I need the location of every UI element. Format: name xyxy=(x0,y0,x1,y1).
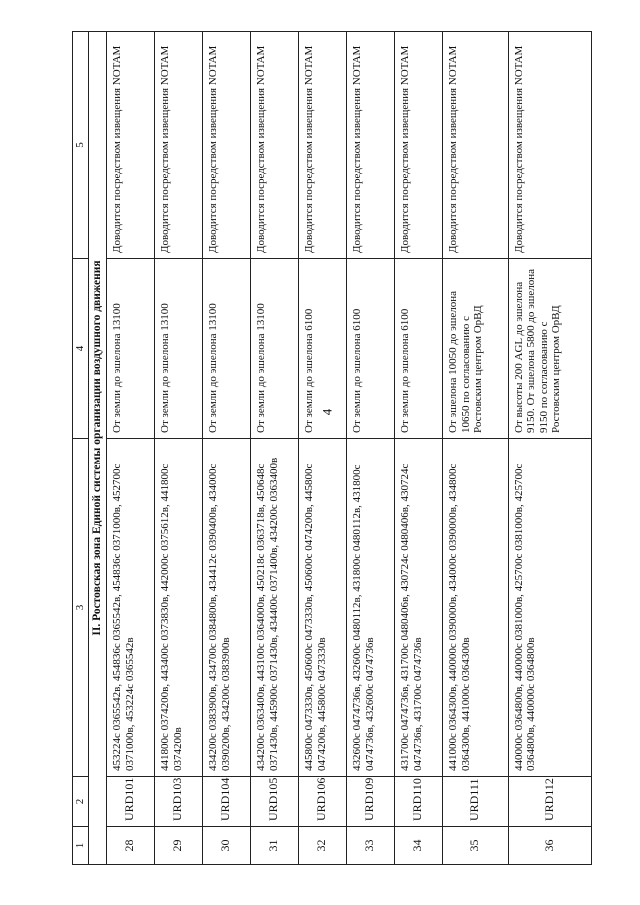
row-number: 30 xyxy=(202,827,250,865)
altitude-limits-cell: От земли до эшелона 6100 xyxy=(346,259,394,439)
table-row xyxy=(298,32,346,865)
zone-code: URD109 xyxy=(346,777,394,827)
row-number: 36 xyxy=(508,827,591,865)
notes-cell: Доводится посредством извещения NOTAM xyxy=(250,32,298,259)
zone-code: URD111 xyxy=(442,777,508,827)
zone-title-row xyxy=(88,32,106,865)
coordinates-cell: 453224с 0365542в, 454836с 0365542в, 4548З6с 0371000в, 452700с 0371000в, 453224с 0365542в xyxy=(106,439,154,777)
altitude-limits-cell: От земли до эшелона 6100 xyxy=(394,259,442,439)
zone-code: URD110 xyxy=(394,777,442,827)
altitude-limits-cell: От земли до эшелона 6100 xyxy=(298,259,346,439)
altitude-limits-cell: От высоты 200 AGL до эшелона 9150. От эшелона 5800 до эшелона 9150 по согласованию с Ростовским центром ОрВД xyxy=(508,259,591,439)
row-number: 31 xyxy=(250,827,298,865)
coordinates-cell: 445800с 0473330в, 450600с 0473330в, 450600с 0474200в, 445800с 0474200в, 445800с 0473330в xyxy=(298,439,346,777)
row-number: 34 xyxy=(394,827,442,865)
row-number: 29 xyxy=(154,827,202,865)
zone-code: URD101 xyxy=(106,777,154,827)
restricted-zones-table xyxy=(72,31,592,865)
coordinates-cell: 431700с 0474736в, 431700с 0480406в, 430724с 0480406в, 430724с 0474736в, 431700с 0474736в xyxy=(394,439,442,777)
altitude-limits-cell: От земли до эшелона 13100 xyxy=(154,259,202,439)
coordinates-cell: 441800с 0374200в, 443400с 0373830в, 442000с 0375612в, 441800с 0374200в xyxy=(154,439,202,777)
notes-cell: Доводится посредством извещения NOTAM xyxy=(442,32,508,259)
col-number-5: 5 xyxy=(73,32,89,259)
notes-cell: Доводится посредством извещения NOTAM xyxy=(106,32,154,259)
altitude-limits-cell: От эшелона 10050 до эшелона 10650 по согласованию с Ростовским центром ОрВД xyxy=(442,259,508,439)
coordinates-cell: 440000с 0364800в, 440000с 0381000в, 425700с 0381000в, 425700с 0364800в, 440000с 0364800в xyxy=(508,439,591,777)
table-row xyxy=(154,32,202,865)
coordinates-cell: 434200с 0363400в, 443100с 0364000в, 450218с 0363718в, 450648с 0371430в, 445900с 0371430в, 434400с 0371400в, 434200с 0363400в xyxy=(250,439,298,777)
column-number-row xyxy=(73,32,89,865)
notes-cell: Доводится посредством извещения NOTAM xyxy=(508,32,591,259)
table-row xyxy=(250,32,298,865)
table-row xyxy=(508,32,591,865)
altitude-limits-cell: От земли до эшелона 13100 xyxy=(106,259,154,439)
zone-title: II. Ростовская зона Единой системы организации воздушного движения xyxy=(88,32,106,865)
zone-code: URD105 xyxy=(250,777,298,827)
page-number: 4 xyxy=(319,408,335,416)
rotated-table-container xyxy=(72,32,592,865)
notes-cell: Доводится посредством извещения NOTAM xyxy=(154,32,202,259)
table-row xyxy=(442,32,508,865)
coordinates-cell: 434200с 0383900в, 434700с 0384800в, 434412с 0390400в, 434000с 0390200в, 434200с 0383900в xyxy=(202,439,250,777)
notes-cell: Доводится посредством извещения NOTAM xyxy=(298,32,346,259)
row-number: 28 xyxy=(106,827,154,865)
table-row xyxy=(346,32,394,865)
row-number: 35 xyxy=(442,827,508,865)
col-number-3: 3 xyxy=(73,439,89,777)
coordinates-cell: 441000с 0364300в, 440000с 0390000в, 434000с 0390000в, 434800с 0364300в, 441000с 0364300в xyxy=(442,439,508,777)
altitude-limits-cell: От земли до эшелона 13100 xyxy=(202,259,250,439)
zone-code: URD106 xyxy=(298,777,346,827)
table-row xyxy=(106,32,154,865)
table-row xyxy=(202,32,250,865)
zone-code: URD104 xyxy=(202,777,250,827)
notes-cell: Доводится посредством извещения NOTAM xyxy=(394,32,442,259)
notes-cell: Доводится посредством извещения NOTAM xyxy=(346,32,394,259)
col-number-4: 4 xyxy=(73,259,89,439)
altitude-limits-cell: От земли до эшелона 13100 xyxy=(250,259,298,439)
col-number-1: 1 xyxy=(73,827,89,865)
col-number-2: 2 xyxy=(73,777,89,827)
table-row xyxy=(394,32,442,865)
coordinates-cell: 432600с 0474736в, 432600с 0480112в, 431800с 0480112в, 431800с 0474736в, 432600с 0474736в xyxy=(346,439,394,777)
row-number: 33 xyxy=(346,827,394,865)
zone-code: URD103 xyxy=(154,777,202,827)
zone-code: URD112 xyxy=(508,777,591,827)
row-number: 32 xyxy=(298,827,346,865)
notes-cell: Доводится посредством извещения NOTAM xyxy=(202,32,250,259)
